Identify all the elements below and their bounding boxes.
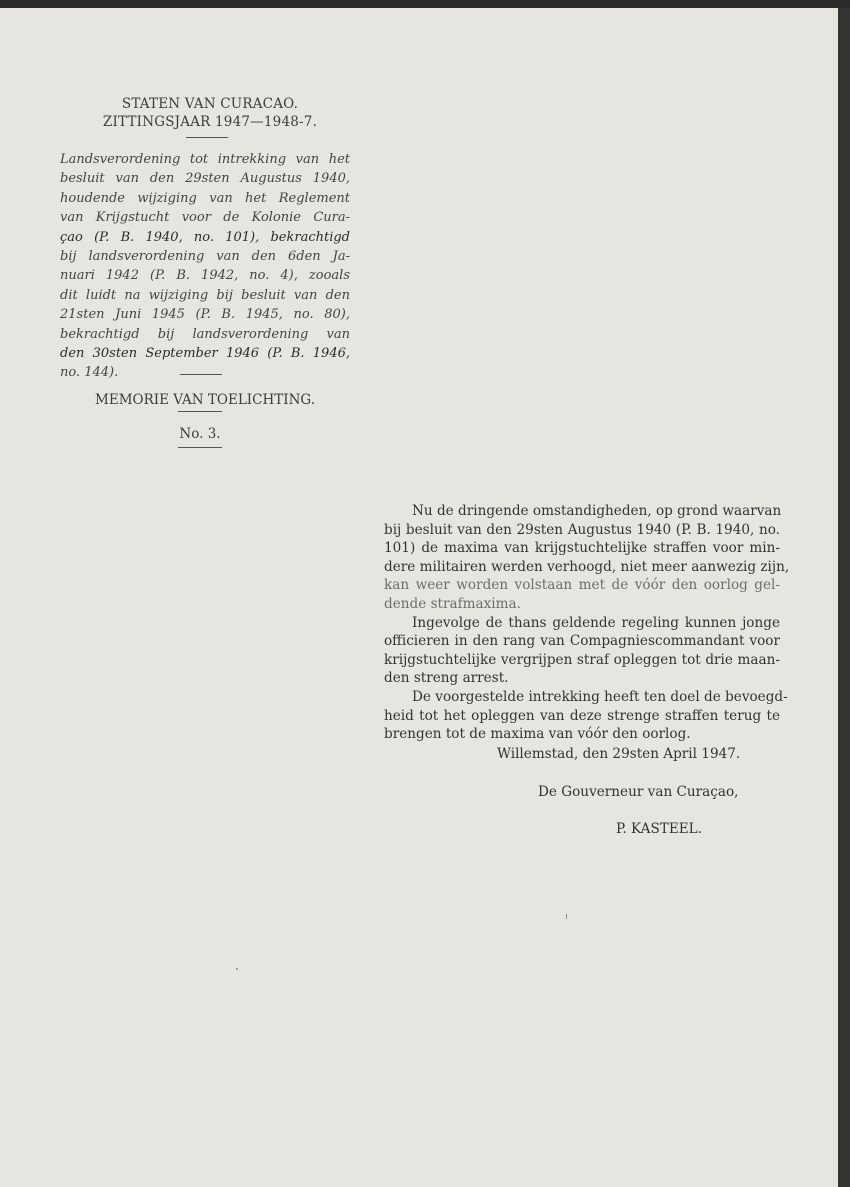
title-line: Landsverordening tot intrekking van het bbox=[60, 152, 350, 167]
scan-border bbox=[838, 8, 850, 1187]
document-page bbox=[0, 8, 838, 1187]
body-line: heid tot het opleggen van deze strenge straffen terug te bbox=[384, 707, 780, 724]
body-line: krijgstuchtelijke vergrijpen straf opleggen tot drie maan- bbox=[384, 651, 780, 668]
title-line: van Krijgstucht voor de Kolonie Cura- bbox=[60, 210, 350, 226]
title-line: den 30sten September 1946 (P. B. 1946, bbox=[60, 346, 350, 362]
body-line: brengen tot de maxima van vóór den oorlog. bbox=[384, 726, 691, 743]
body-line: kan weer worden volstaan met de vóór den oorlog gel- bbox=[384, 577, 780, 594]
title-line: bij landsverordening van den 6den Ja- bbox=[60, 249, 350, 265]
body-line: De voorgestelde intrekking heeft ten doel de bevoegd- bbox=[412, 688, 788, 705]
body-line: Nu de dringende omstandigheden, op grond waarvan bbox=[412, 503, 782, 519]
governor-role: De Gouverneur van Curaçao, bbox=[538, 784, 739, 800]
signatory-name: P. KASTEEL. bbox=[616, 821, 703, 837]
body-line: den streng arrest. bbox=[384, 670, 509, 687]
title-line: houdende wijziging van het Reglement bbox=[60, 190, 350, 206]
paper-speck bbox=[566, 914, 567, 919]
place-date: Willemstad, den 29sten April 1947. bbox=[497, 746, 741, 762]
explanatory-text bbox=[384, 502, 790, 744]
body-line: officieren in den rang van Compagniescommandant voor bbox=[384, 633, 780, 650]
heading-line-1: STATEN VAN CURACAO. bbox=[121, 96, 299, 112]
title-line: 21sten Juni 1945 (P. B. 1945, no. 80), bbox=[60, 307, 350, 323]
title-line: bekrachtigd bij landsverordening van bbox=[60, 326, 350, 342]
title-line: çao (P. B. 1940, no. 101), bekrachtigd bbox=[60, 229, 350, 245]
memorie-heading: MEMORIE VAN TOELICHTING. bbox=[95, 392, 315, 408]
divider-3 bbox=[178, 411, 222, 412]
paper-speck bbox=[236, 968, 238, 970]
body-line: dere militairen werden verhoogd, niet meer aanwezig zijn, bbox=[384, 558, 790, 575]
document-number: No. 3. bbox=[179, 426, 221, 442]
divider-1 bbox=[186, 137, 228, 138]
body-line: 101) de maxima van krijgstuchtelijke straffen voor min- bbox=[384, 540, 780, 557]
body-line: dende strafmaxima. bbox=[384, 595, 521, 612]
title-line: besluit van den 29sten Augustus 1940, bbox=[60, 171, 350, 187]
ordinance-title bbox=[60, 150, 350, 383]
divider-4 bbox=[178, 447, 222, 448]
heading-line-2: ZITTINGSJAAR 1947—1948-7. bbox=[102, 114, 318, 130]
divider-2 bbox=[180, 374, 222, 375]
document-heading bbox=[60, 95, 360, 131]
title-line: dit luidt na wijziging bij besluit van den bbox=[60, 287, 350, 303]
body-line: Ingevolge de thans geldende regeling kunnen jonge bbox=[412, 614, 780, 631]
body-line: bij besluit van den 29sten Augustus 1940 (P. B. 1940, no. bbox=[384, 521, 780, 538]
title-line: nuari 1942 (P. B. 1942, no. 4), zooals bbox=[60, 268, 350, 284]
title-line: no. 144). bbox=[60, 365, 119, 381]
